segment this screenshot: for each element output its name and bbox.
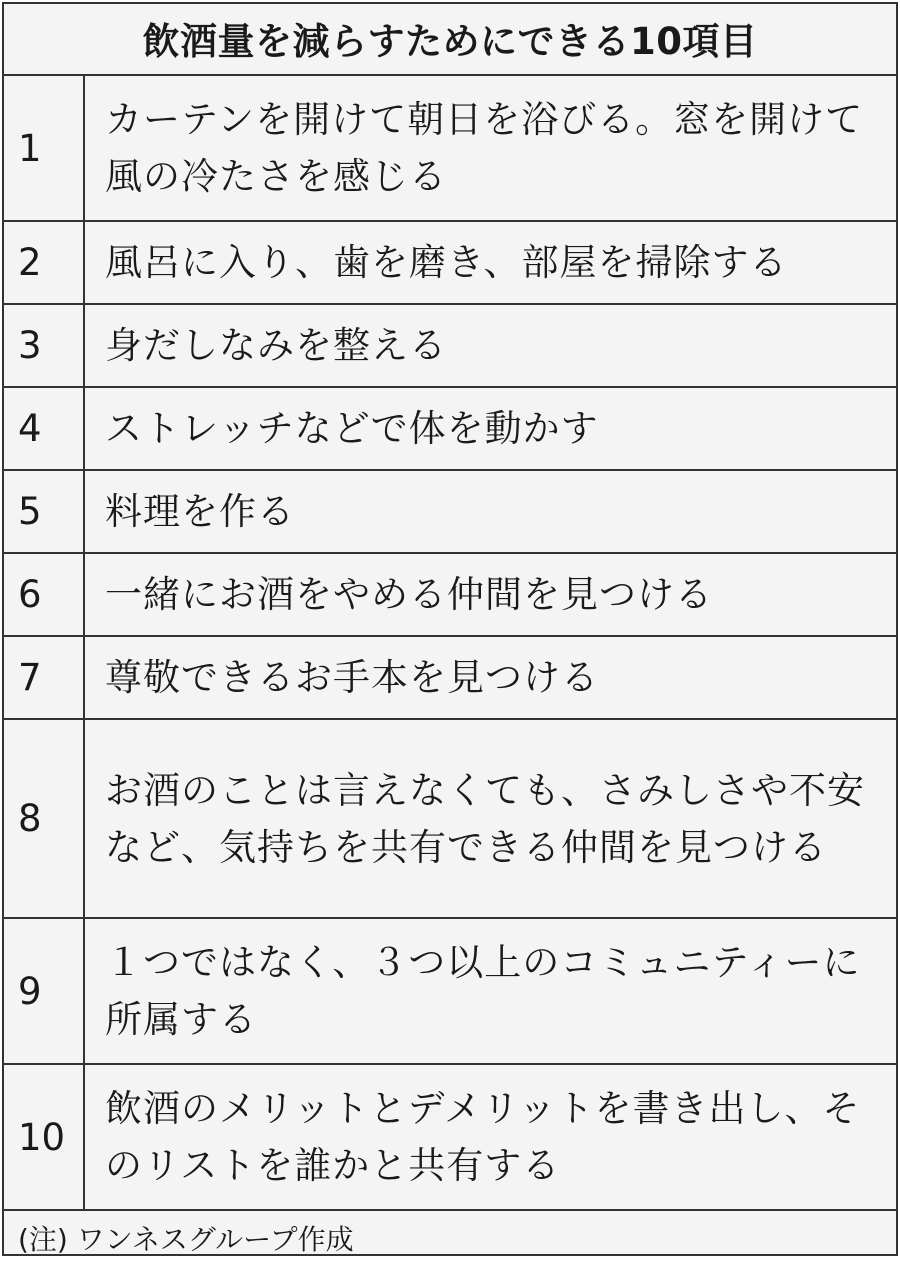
item-number: 5 xyxy=(2,471,85,552)
table-row xyxy=(2,388,898,471)
item-number: 6 xyxy=(2,554,85,635)
table-row xyxy=(2,720,898,919)
item-number: 3 xyxy=(2,305,85,386)
item-number: 2 xyxy=(2,222,85,303)
item-text: カーテンを開けて朝日を浴びる。窓を開けて風の冷たさを感じる xyxy=(105,98,864,198)
item-text: 風呂に入り、歯を磨き、部屋を掃除する xyxy=(105,241,788,284)
table-row xyxy=(2,222,898,305)
item-text: お酒のことは言えなくても、さみしさや不安など、気持ちを共有できる仲間を見つける xyxy=(105,768,865,869)
item-number: 10 xyxy=(2,1065,85,1209)
table-row xyxy=(2,637,898,720)
table-title: 飲酒量を減らすためにできる10項目 xyxy=(2,2,898,76)
item-text: 料理を作る xyxy=(105,490,295,533)
item-text: １つではなく、３つ以上のコミュニティーに所属する xyxy=(105,941,861,1041)
table-row xyxy=(2,471,898,554)
table-row xyxy=(2,305,898,388)
item-number: 1 xyxy=(2,76,85,220)
item-number: 7 xyxy=(2,637,85,718)
item-number: 4 xyxy=(2,388,85,469)
table-row xyxy=(2,554,898,637)
source-note: (注) ワンネスグループ作成 xyxy=(18,1223,354,1256)
item-text: ストレッチなどで体を動かす xyxy=(105,407,599,450)
table-row xyxy=(2,76,898,222)
item-number: 8 xyxy=(2,720,85,917)
item-text: 身だしなみを整える xyxy=(105,324,447,367)
item-text: 尊敬できるお手本を見つける xyxy=(105,656,599,699)
item-text: 飲酒のメリットとデメリットを書き出し、そのリストを誰かと共有する xyxy=(105,1087,861,1187)
item-text: 一緒にお酒をやめる仲間を見つける xyxy=(105,573,713,616)
item-number: 9 xyxy=(2,919,85,1063)
list-table xyxy=(2,2,898,1256)
table-row xyxy=(2,1065,898,1211)
table-row xyxy=(2,919,898,1065)
